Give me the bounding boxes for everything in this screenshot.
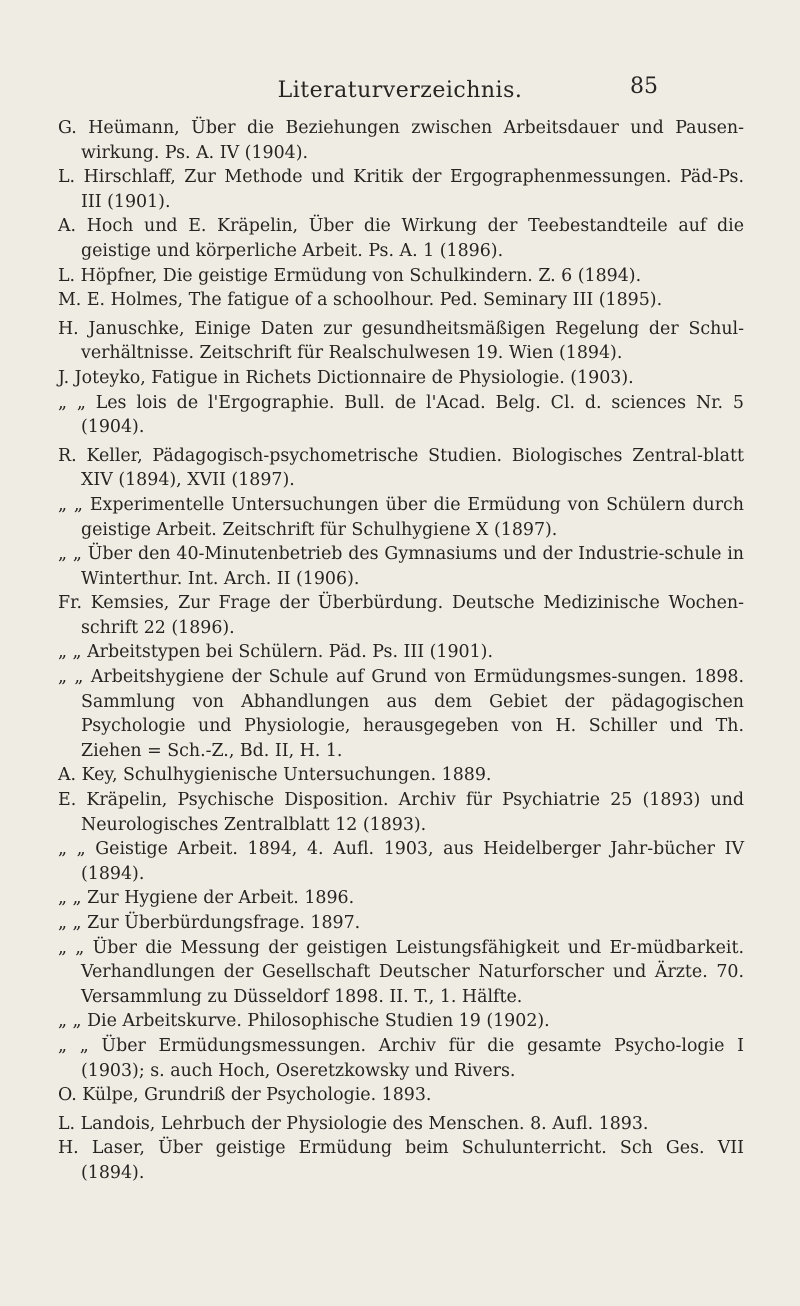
reference-entry: „ „ Die Arbeitskurve. Philosophische Studien 19 (1902). (58, 1011, 550, 1032)
reference-list (58, 116, 744, 1186)
reference-entry: „ „ Zur Hygiene der Arbeit. 1896. (58, 888, 355, 909)
reference-entry: A. Hoch und E. Kräpelin, Über die Wirkung der Teebestandteile auf die geistige und körperliche Arbeit. Ps. A. 1 (1896). (58, 216, 744, 261)
reference-entry: A. Key, Schulhygienische Untersuchungen. 1889. (58, 765, 492, 786)
reference-entry: H. Laser, Über geistige Ermüdung beim Schulunterricht. Sch Ges. VII (1894). (58, 1138, 744, 1183)
running-title: Literaturverzeichnis. (277, 78, 523, 103)
reference-entry: M. E. Holmes, The fatigue of a schoolhour. Ped. Seminary III (1895). (58, 290, 663, 311)
reference-entry: „ „ Experimentelle Untersuchungen über die Ermüdung von Schülern durch geistige Arbeit. Zeitschrift für Schulhygiene X (1897). (58, 494, 744, 540)
page-number: 85 (630, 74, 658, 99)
reference-entry: L. Höpfner, Die geistige Ermüdung von Schulkindern. Z. 6 (1894). (58, 265, 642, 286)
reference-entry: „ „ Arbeitstypen bei Schülern. Päd. Ps. III (1901). (58, 642, 493, 663)
reference-entry: „ „ Les lois de l'Ergographie. Bull. de l'Acad. Belg. Cl. d. sciences Nr. 5 (1904). (58, 392, 744, 438)
reference-entry: „ „ Geistige Arbeit. 1894, 4. Aufl. 1903, aus Heidelberger Jahr-bücher IV (1894). (58, 839, 744, 884)
reference-entry: „ „ Arbeitshygiene der Schule auf Grund von Ermüdungsmes-sungen. 1898. Sammlung von Abhandlungen aus dem Gebiet der pädagogischen Psychologie und Physiologie, herausgegeben von H. Schiller und Th. Ziehen = Sch.-Z., Bd. II, H. 1. (58, 667, 744, 761)
reference-entry: R. Keller, Pädagogisch-psychometrische Studien. Biologisches Zentral-blatt XIV (1894), XVII (1897). (58, 445, 744, 491)
reference-entry: H. Januschke, Einige Daten zur gesundheitsmäßigen Regelung der Schul-verhältnisse. Zeitschrift für Realschulwesen 19. Wien (1894). (58, 318, 744, 364)
page-header (0, 74, 800, 108)
reference-entry: „ „ Über die Messung der geistigen Leistungsfähigkeit und Er-müdbarkeit. Verhandlungen der Gesellschaft Deutscher Naturforscher und Ärzte. 70. Versammlung zu Düsseldorf 1898. II. T., 1. Hälfte. (58, 937, 744, 1007)
reference-entry: O. Külpe, Grundriß der Psychologie. 1893. (58, 1085, 432, 1106)
reference-entry: „ „ Über Ermüdungsmessungen. Archiv für die gesamte Psycho-logie I (1903); s. auch Hoch, Oseretzkowsky und Rivers. (58, 1035, 744, 1081)
reference-entry: J. Joteyko, Fatigue in Richets Dictionnaire de Physiologie. (1903). (58, 367, 634, 388)
reference-entry: „ „ Über den 40-Minutenbetrieb des Gymnasiums und der Industrie-schule in Winterthur. Int. Arch. II (1906). (58, 544, 744, 589)
reference-entry: G. Heümann, Über die Beziehungen zwischen Arbeitsdauer und Pausen-wirkung. Ps. A. IV (1904). (58, 118, 744, 163)
reference-entry: Fr. Kemsies, Zur Frage der Überbürdung. Deutsche Medizinische Wochen-schrift 22 (1896). (58, 593, 744, 638)
reference-entry: E. Kräpelin, Psychische Disposition. Archiv für Psychiatrie 25 (1893) und Neurologisches Zentralblatt 12 (1893). (58, 790, 744, 835)
reference-entry: L. Landois, Lehrbuch der Physiologie des Menschen. 8. Aufl. 1893. (58, 1113, 649, 1134)
reference-entry: L. Hirschlaff, Zur Methode und Kritik der Ergographenmessungen. Päd-Ps. III (1901). (58, 167, 744, 212)
reference-entry: „ „ Zur Überbürdungsfrage. 1897. (58, 913, 361, 933)
